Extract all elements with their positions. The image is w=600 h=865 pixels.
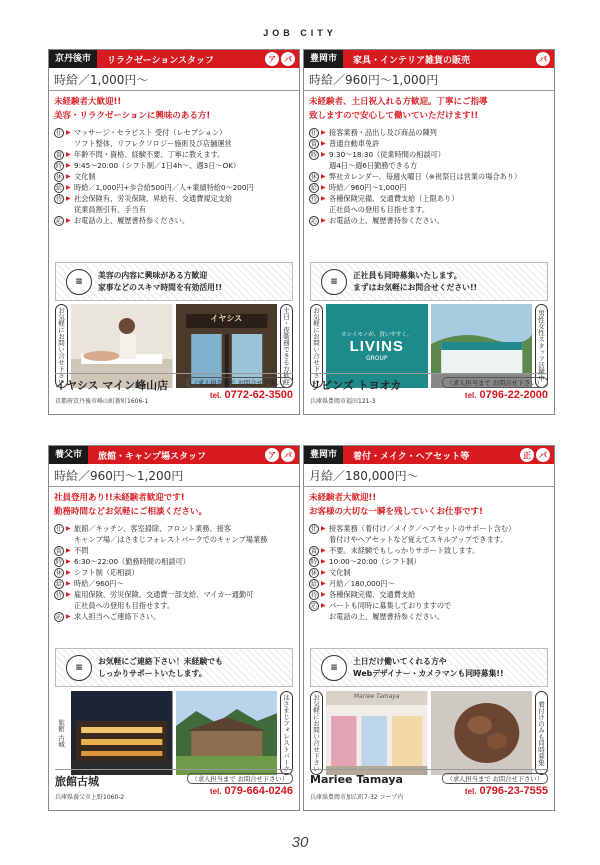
- badge-part: パ: [536, 52, 550, 66]
- time-icon: 時: [55, 162, 62, 170]
- holiday-icon: 休: [55, 173, 62, 181]
- job-icon: 仕: [310, 129, 317, 137]
- company-footer: [55, 373, 293, 410]
- note-box: [310, 262, 548, 301]
- detail-row: 給 ▶ 時給／960円〜1,000円: [309, 182, 549, 193]
- pay-icon: 給: [55, 580, 62, 588]
- details-list: [304, 523, 554, 622]
- detail-text: 各種保険完備、交通費支給（上限あり） 正社員への登用も目指せます。: [329, 194, 459, 214]
- detail-text: 6:30〜22:00（勤務時間の相談可）: [74, 557, 190, 566]
- detail-text: 接客業務（着付け／メイク／ヘアセットのサポート含む） 着付けやヘアセットなど覚えてスキルアップできます。: [329, 524, 516, 544]
- note-box: [55, 262, 293, 301]
- detail-row: 仕 ▶ 接客業務・品出し及び商品の陳列: [309, 127, 549, 138]
- badge-part: パ: [536, 448, 550, 462]
- contact-note: （求人担当まで お問合せ下さい）: [442, 377, 548, 388]
- salary: 月給／180,000円〜: [304, 464, 554, 487]
- area-label: 京丹後市: [49, 50, 97, 68]
- detail-row: 時 ▶ 9:45〜20:00（シフト制／1日4h〜、週3日〜OK）: [54, 160, 294, 171]
- logo-text: LIVINS: [349, 338, 404, 355]
- catch-copy: 社員登用あり!!未経験者歓迎です! 勤務時間などお気軽にご相談ください。: [54, 493, 208, 517]
- badge-part: パ: [281, 448, 295, 462]
- badge-part: パ: [281, 52, 295, 66]
- card-header: [304, 50, 554, 68]
- job-card-iyashisu: [48, 49, 300, 415]
- company-footer: [310, 769, 548, 806]
- detail-row: 待 ▶ 各種保険完備、交通費支給（上限あり） 正社員への登用も目指せます。: [309, 193, 549, 215]
- note-text: お気軽にご連絡下さい！未経験でも しっかりサポートいたします。: [98, 656, 223, 678]
- pay-icon: 給: [310, 580, 317, 588]
- badge-arbeit: ア: [265, 52, 279, 66]
- detail-text: マッサージ・セラピスト 受付（レセプション） ソフト整体、リフレクソロジー施術及び店舗運営: [74, 128, 232, 148]
- vertical-label-left: お気軽にお問い合せ下さい: [310, 304, 323, 388]
- job-icon: 仕: [55, 129, 62, 137]
- detail-row: 仕 ▶ マッサージ・セラピスト 受付（レセプション） ソフト整体、リフレクソロジー施術及び店舗運営: [54, 127, 294, 149]
- contact-note: （求人担当まで お問合せ下さい）: [187, 773, 293, 784]
- time-icon: 時: [310, 151, 317, 159]
- vertical-label-left: お気軽にお問い合せ下さい: [310, 691, 323, 775]
- holiday-icon: 休: [310, 173, 317, 181]
- speech-bubble-icon: ≡: [321, 655, 347, 681]
- detail-text: 旅館／キッチン、客室掃除、フロント業務、接客 キャンプ場／はさまじフォレストパークでのキャンプ場業務: [74, 524, 268, 544]
- time-icon: 時: [310, 558, 317, 566]
- detail-row: 応 ▶ パートも同時に募集しておりますので お電話の上、履歴書持参ください。: [309, 600, 549, 622]
- detail-row: 待 ▶ 雇用保険、労災保険、交通費一部支給、マイカー通勤可 正社員への登用も目指せます。: [54, 589, 294, 611]
- benefits-icon: 待: [310, 591, 317, 599]
- magazine-title: JOB CITY: [263, 28, 337, 38]
- detail-text: 接客業務・品出し及び商品の陳列: [329, 128, 437, 137]
- logo-tagline: ホシイモノが、買いやすく。: [341, 332, 413, 338]
- detail-text: 文化制: [74, 172, 96, 181]
- pay-icon: 給: [310, 184, 317, 192]
- detail-text: 9:45〜20:00（シフト制／1日4h〜、週3日〜OK）: [74, 161, 241, 170]
- qualification-icon: 資: [310, 547, 317, 555]
- apply-icon: 応: [55, 217, 62, 225]
- holiday-icon: 休: [310, 569, 317, 577]
- detail-row: 給 ▶ 時給／960円〜: [54, 578, 294, 589]
- detail-text: 各種保険完備、交通費支給: [329, 590, 416, 599]
- detail-row: 仕 ▶ 旅館／キッチン、客室掃除、フロント業務、接客 キャンプ場／はさまじフォレストパークでのキャンプ場業務: [54, 523, 294, 545]
- vertical-label-left: 旅館 古城: [57, 718, 65, 748]
- detail-text: パートも同時に募集しておりますので お電話の上、履歴書持参ください。: [329, 601, 452, 621]
- job-card-livins: [303, 49, 555, 415]
- note-box: [310, 648, 548, 687]
- pay-icon: 給: [55, 184, 62, 192]
- company-name: リビンズ トヨオカ: [310, 379, 402, 392]
- detail-text: お電話の上、履歴書持参ください。: [74, 216, 190, 225]
- job-card-mariee-tamaya: [303, 445, 555, 811]
- apply-icon: 応: [55, 613, 62, 621]
- vertical-label-left: お気軽にお問い合せ下さい: [55, 304, 68, 388]
- detail-row: 資 ▶ 不要。未経験でもしっかりサポート致します。: [309, 545, 549, 556]
- contact-note: （求人担当まで お問合せ下さい）: [187, 377, 293, 388]
- badge-fulltime: 正: [520, 448, 534, 462]
- note-text: 美容の内容に興味がある方歓迎 家事などのスキマ時間を有効活用!!: [98, 270, 223, 292]
- detail-text: シフト制（応相談）: [74, 568, 139, 577]
- phone-number[interactable]: tel. 0772-62-3500: [209, 389, 293, 401]
- shop-interior-photo: [326, 691, 428, 775]
- catch-copy: 未経験者大歓迎!! 美容・リラクゼーションに興味のある方!: [54, 97, 211, 121]
- qualification-icon: 資: [55, 151, 62, 159]
- detail-row: 休 ▶ 文化制: [54, 171, 294, 182]
- catch-copy: 未経験者大歓迎!! お客様の大切な一瞬を残していくお仕事です!: [309, 493, 483, 517]
- vertical-label-right: 着付けのみも同時募集: [535, 691, 548, 775]
- badge-arbeit: ア: [265, 448, 279, 462]
- vertical-label-right: 男性女性スタッフ活躍中: [535, 304, 548, 388]
- card-header: [49, 446, 299, 464]
- detail-row: 時 ▶ 10:00〜20:00（シフト制）: [309, 556, 549, 567]
- apply-icon: 応: [310, 217, 317, 225]
- detail-row: 資 ▶ 普通自動車免許: [309, 138, 549, 149]
- detail-row: 休 ▶ 文化制: [309, 567, 549, 578]
- detail-row: 応 ▶ お電話の上、履歴書持参ください。: [54, 215, 294, 226]
- phone-number[interactable]: tel. 0796-22-2000: [464, 389, 548, 401]
- note-text: 土日だけ働いてくれる方や Webデザイナー・カメラマンも同時募集!!: [353, 656, 504, 678]
- area-label: 養父市: [49, 446, 88, 464]
- detail-text: 雇用保険、労災保険、交通費一部支給、マイカー通勤可 正社員への登用も目指せます。: [74, 590, 254, 610]
- vertical-label-right: はさまじフォレストパーク: [280, 691, 293, 775]
- detail-text: 普通自動車免許: [329, 139, 380, 148]
- detail-text: 不要。未経験でもしっかりサポート致します。: [329, 546, 480, 555]
- company-footer: [310, 373, 548, 410]
- ryokan-night-photo: [71, 691, 173, 775]
- salary: 時給／1,000円〜: [49, 68, 299, 91]
- benefits-icon: 待: [55, 591, 62, 599]
- job-icon: 仕: [55, 525, 62, 533]
- company-address: 兵庫県豊岡市福田121-3: [310, 398, 376, 405]
- detail-row: 応 ▶ お電話の上、履歴書持参ください。: [309, 215, 549, 226]
- detail-row: 仕 ▶ 接客業務（着付け／メイク／ヘアセットのサポート含む） 着付けやヘアセットなど覚えてスキルアップできます。: [309, 523, 549, 545]
- details-list: [49, 127, 299, 226]
- vertical-label-right: 土日・夜勤務できる方歓迎: [280, 304, 293, 388]
- detail-text: 年齢不問・資格、経験不要、丁寧に教えます。: [74, 150, 225, 159]
- job-title: リラクゼーションスタッフ: [107, 55, 215, 66]
- speech-bubble-icon: ≡: [321, 269, 347, 295]
- area-label: 豊岡市: [304, 446, 343, 464]
- qualification-icon: 資: [55, 547, 62, 555]
- phone-number[interactable]: tel. 0796-23-7555: [464, 785, 548, 797]
- company-name: 旅館古城: [55, 775, 99, 788]
- catch-copy: 未経験者、土日祝入れる方歓迎。丁寧にご指導 致しますので安心して働いていただけます!!: [309, 97, 488, 121]
- shop-sign: Mariee Tamaya: [353, 693, 400, 700]
- company-address: 京都府京丹後市峰山町新町1606-1: [55, 398, 149, 405]
- detail-row: 休 ▶ シフト制（応相談）: [54, 567, 294, 578]
- time-icon: 時: [55, 558, 62, 566]
- shop-sign: イヤシス: [210, 314, 243, 323]
- company-name: Mariee Tamaya: [310, 773, 403, 786]
- salary: 時給／960円〜1,200円: [49, 464, 299, 487]
- hairset-photo: [431, 691, 533, 775]
- detail-row: 給 ▶ 時給／1,000円+歩合給500円／人+業績特給0〜200円: [54, 182, 294, 193]
- detail-row: 資 ▶ 年齢不問・資格、経験不要、丁寧に教えます。: [54, 149, 294, 160]
- detail-text: 時給／960円〜: [74, 579, 124, 588]
- area-label: 豊岡市: [304, 50, 343, 68]
- detail-text: 弊社カレンダー、毎週火曜日（※祝祭日は営業の場合あり）: [329, 172, 522, 181]
- card-header: [49, 50, 299, 68]
- photo-row: [55, 691, 293, 775]
- benefits-icon: 待: [310, 195, 317, 203]
- detail-row: 応 ▶ 求人担当へご連絡下さい。: [54, 611, 294, 622]
- holiday-icon: 休: [55, 569, 62, 577]
- phone-number[interactable]: tel. 079-664-0246: [209, 785, 293, 797]
- detail-row: 時 ▶ 6:30〜22:00（勤務時間の相談可）: [54, 556, 294, 567]
- detail-text: 9:30〜18:30（従業時間の相談可） 週4日〜週6日勤務できる方: [329, 150, 445, 170]
- detail-row: 待 ▶ 各種保険完備、交通費支給: [309, 589, 549, 600]
- detail-text: 文化制: [329, 568, 351, 577]
- details-list: [304, 127, 554, 226]
- detail-text: 時給／1,000円+歩合給500円／人+業績特給0〜200円: [74, 183, 254, 192]
- speech-bubble-icon: ≡: [66, 269, 92, 295]
- note-box: [55, 648, 293, 687]
- forest-park-photo: [176, 691, 278, 775]
- company-address: 兵庫県養父市上野1060-2: [55, 794, 125, 801]
- company-name: イヤシス マイン峰山店: [55, 379, 169, 392]
- detail-text: 月給／180,000円〜: [329, 579, 395, 588]
- qualification-icon: 資: [310, 140, 317, 148]
- detail-row: 給 ▶ 月給／180,000円〜: [309, 578, 549, 589]
- job-icon: 仕: [310, 525, 317, 533]
- detail-text: 求人担当へご連絡下さい。: [74, 612, 161, 621]
- detail-text: お電話の上、履歴書持参ください。: [329, 216, 445, 225]
- job-title: 着付・メイク・ヘアセット等: [353, 451, 470, 462]
- job-title: 家具・インテリア雑貨の販売: [353, 55, 471, 66]
- job-title: 旅館・キャンプ場スタッフ: [98, 451, 207, 462]
- detail-row: 時 ▶ 9:30〜18:30（従業時間の相談可） 週4日〜週6日勤務できる方: [309, 149, 549, 171]
- company-address: 兵庫県豊岡市加広町7-32 コープ内: [310, 794, 404, 801]
- detail-text: 社会保険有、労災保険、昇給有、交通費規定支給 従業員割引有、手当有: [74, 194, 233, 214]
- apply-icon: 応: [310, 602, 317, 610]
- detail-text: 10:00〜20:00（シフト制）: [329, 557, 421, 566]
- photo-row: [310, 691, 548, 775]
- contact-note: （求人担当まで お問合せ下さい）: [442, 773, 548, 784]
- detail-text: 時給／960円〜1,000円: [329, 183, 407, 192]
- page-number: 30: [291, 834, 309, 851]
- details-list: [49, 523, 299, 622]
- detail-text: 不問: [74, 546, 89, 555]
- note-text: 正社員も同時募集いたします。 まずはお気軽にお問合せください!!: [353, 270, 478, 292]
- detail-row: 待 ▶ 社会保険有、労災保険、昇給有、交通費規定支給 従業員割引有、手当有: [54, 193, 294, 215]
- logo-sub: GROUP: [365, 355, 388, 362]
- detail-row: 資 ▶ 不問: [54, 545, 294, 556]
- job-card-ryokan-kojo: [48, 445, 300, 811]
- benefits-icon: 待: [55, 195, 62, 203]
- card-header: [304, 446, 554, 464]
- salary: 時給／960円〜1,000円: [304, 68, 554, 91]
- detail-row: 休 ▶ 弊社カレンダー、毎週火曜日（※祝祭日は営業の場合あり）: [309, 171, 549, 182]
- speech-bubble-icon: ≡: [66, 655, 92, 681]
- company-footer: [55, 769, 293, 806]
